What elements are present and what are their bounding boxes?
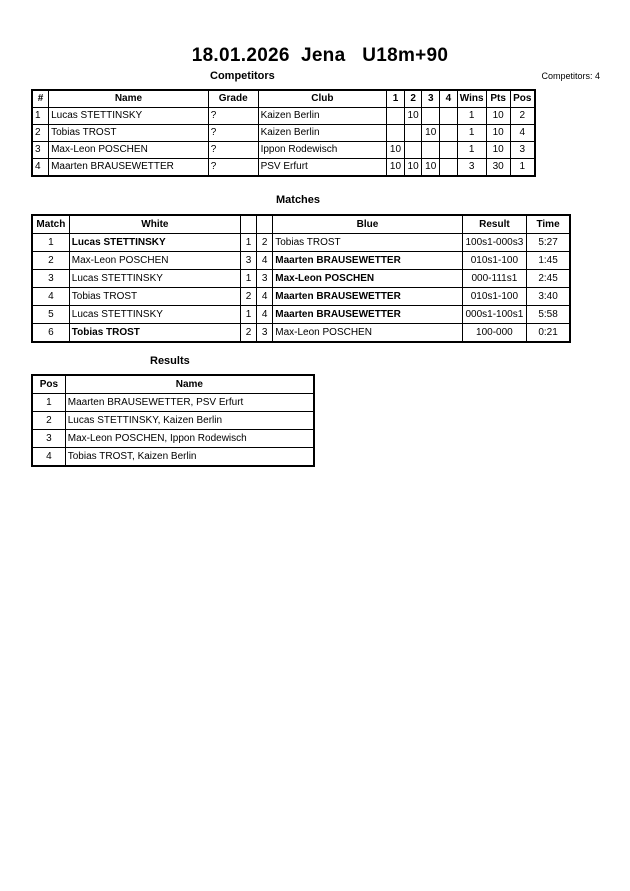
table-cell [440, 159, 458, 177]
table-cell: 2:45 [527, 270, 570, 288]
table-cell: 10 [486, 125, 510, 142]
table-cell: 000s1-100s1 [462, 306, 526, 324]
table-row [32, 108, 535, 125]
table-cell: 4 [32, 288, 69, 306]
table-cell: Lucas STETTINSKY, Kaizen Berlin [65, 412, 314, 430]
table-cell: 1 [510, 159, 535, 177]
table-cell: Tobias TROST [69, 324, 240, 343]
column-header: Club [258, 90, 387, 108]
table-cell: 5 [32, 306, 69, 324]
table-cell: 3 [457, 159, 486, 177]
table-header-row [32, 375, 314, 394]
table-cell: 2 [32, 125, 49, 142]
competitors-count: Competitors: 4 [541, 71, 600, 81]
table-cell: Lucas STETTINSKY [69, 270, 240, 288]
table-cell: Max-Leon POSCHEN, Ippon Rodewisch [65, 430, 314, 448]
table-cell: Tobias TROST [69, 288, 240, 306]
table-cell: Lucas STETTINSKY [49, 108, 209, 125]
column-header: 3 [422, 90, 440, 108]
table-cell: 100s1-000s3 [462, 234, 526, 252]
column-header: Blue [273, 215, 462, 234]
table-cell: 4 [257, 306, 273, 324]
table-cell: Lucas STETTINSKY [69, 234, 240, 252]
table-cell: Kaizen Berlin [258, 125, 387, 142]
table-cell: 3 [257, 270, 273, 288]
table-cell: 5:58 [527, 306, 570, 324]
results-table [31, 374, 315, 467]
table-cell: 3 [32, 270, 69, 288]
table-cell: 1:45 [527, 252, 570, 270]
table-cell: 10 [387, 142, 405, 159]
table-cell: Max-Leon POSCHEN [49, 142, 209, 159]
column-header: Pos [32, 375, 65, 394]
table-cell: Maarten BRAUSEWETTER [273, 306, 462, 324]
table-cell: 1 [457, 125, 486, 142]
table-cell [387, 125, 405, 142]
table-cell: 010s1-100 [462, 288, 526, 306]
table-cell: 2 [257, 234, 273, 252]
table-cell: ? [208, 142, 258, 159]
table-cell: 6 [32, 324, 69, 343]
table-row [32, 288, 570, 306]
table-cell: 3 [32, 142, 49, 159]
table-row [32, 252, 570, 270]
table-row [32, 448, 314, 467]
table-cell: 10 [404, 108, 422, 125]
table-row [32, 324, 570, 343]
table-cell: 2 [510, 108, 535, 125]
table-cell: Max-Leon POSCHEN [69, 252, 240, 270]
table-cell [440, 108, 458, 125]
table-cell [404, 125, 422, 142]
table-cell: Maarten BRAUSEWETTER [49, 159, 209, 177]
table-cell: 30 [486, 159, 510, 177]
column-header: # [32, 90, 49, 108]
table-cell: Ippon Rodewisch [258, 142, 387, 159]
table-cell [440, 125, 458, 142]
table-cell: 010s1-100 [462, 252, 526, 270]
table-cell: ? [208, 159, 258, 177]
matches-heading: Matches [276, 194, 321, 206]
table-cell: 5:27 [527, 234, 570, 252]
table-row [32, 159, 535, 177]
table-header-row [32, 90, 535, 108]
table-cell: 3 [32, 430, 65, 448]
table-cell: 4 [257, 288, 273, 306]
table-cell: 10 [422, 125, 440, 142]
table-row [32, 142, 535, 159]
table-row [32, 125, 535, 142]
table-cell: 1 [32, 394, 65, 412]
table-cell: 10 [404, 159, 422, 177]
table-cell: 4 [32, 448, 65, 467]
competitors-heading: Competitors [210, 70, 275, 82]
table-cell [422, 108, 440, 125]
table-cell: PSV Erfurt [258, 159, 387, 177]
table-cell: Max-Leon POSCHEN [273, 324, 462, 343]
table-row [32, 306, 570, 324]
table-cell: Tobias TROST [49, 125, 209, 142]
table-cell: 2 [32, 412, 65, 430]
table-row [32, 270, 570, 288]
column-header: Grade [208, 90, 258, 108]
table-cell: 2 [241, 324, 257, 343]
table-cell: 10 [422, 159, 440, 177]
table-cell: ? [208, 108, 258, 125]
table-cell: 1 [241, 234, 257, 252]
column-header [257, 215, 273, 234]
table-cell: Maarten BRAUSEWETTER, PSV Erfurt [65, 394, 314, 412]
results-heading: Results [150, 355, 190, 367]
competitors-table [31, 89, 536, 177]
column-header: 4 [440, 90, 458, 108]
table-cell: Tobias TROST [273, 234, 462, 252]
table-cell: 1 [457, 142, 486, 159]
table-cell: 3:40 [527, 288, 570, 306]
table-row [32, 394, 314, 412]
table-cell [404, 142, 422, 159]
column-header: 2 [404, 90, 422, 108]
column-header: Match [32, 215, 69, 234]
table-cell: 10 [486, 108, 510, 125]
table-cell: ? [208, 125, 258, 142]
column-header [241, 215, 257, 234]
table-cell: Maarten BRAUSEWETTER [273, 252, 462, 270]
table-cell: 3 [510, 142, 535, 159]
column-header: Time [527, 215, 570, 234]
table-header-row [32, 215, 570, 234]
table-cell: 0:21 [527, 324, 570, 343]
column-header: 1 [387, 90, 405, 108]
column-header: White [69, 215, 240, 234]
table-cell: Lucas STETTINSKY [69, 306, 240, 324]
table-cell: 4 [257, 252, 273, 270]
page-title: 18.01.2026 Jena U18m+90 [191, 45, 449, 66]
table-cell: 1 [32, 234, 69, 252]
table-cell: 10 [387, 159, 405, 177]
table-cell: 10 [486, 142, 510, 159]
column-header: Name [65, 375, 314, 394]
table-cell: 100-000 [462, 324, 526, 343]
table-cell [422, 142, 440, 159]
column-header: Result [462, 215, 526, 234]
table-cell: 000-111s1 [462, 270, 526, 288]
table-cell [387, 108, 405, 125]
column-header: Wins [457, 90, 486, 108]
matches-table [31, 214, 571, 343]
table-row [32, 234, 570, 252]
table-cell [440, 142, 458, 159]
table-row [32, 430, 314, 448]
table-cell: 1 [241, 306, 257, 324]
column-header: Pos [510, 90, 535, 108]
table-cell: Maarten BRAUSEWETTER [273, 288, 462, 306]
table-cell: 4 [510, 125, 535, 142]
table-cell: Max-Leon POSCHEN [273, 270, 462, 288]
column-header: Pts [486, 90, 510, 108]
table-cell: 2 [241, 288, 257, 306]
column-header: Name [49, 90, 209, 108]
table-cell: 4 [32, 159, 49, 177]
table-cell: 1 [457, 108, 486, 125]
table-cell: Tobias TROST, Kaizen Berlin [65, 448, 314, 467]
table-cell: 2 [32, 252, 69, 270]
table-cell: Kaizen Berlin [258, 108, 387, 125]
table-cell: 1 [241, 270, 257, 288]
table-cell: 3 [241, 252, 257, 270]
table-row [32, 412, 314, 430]
table-cell: 1 [32, 108, 49, 125]
table-cell: 3 [257, 324, 273, 343]
